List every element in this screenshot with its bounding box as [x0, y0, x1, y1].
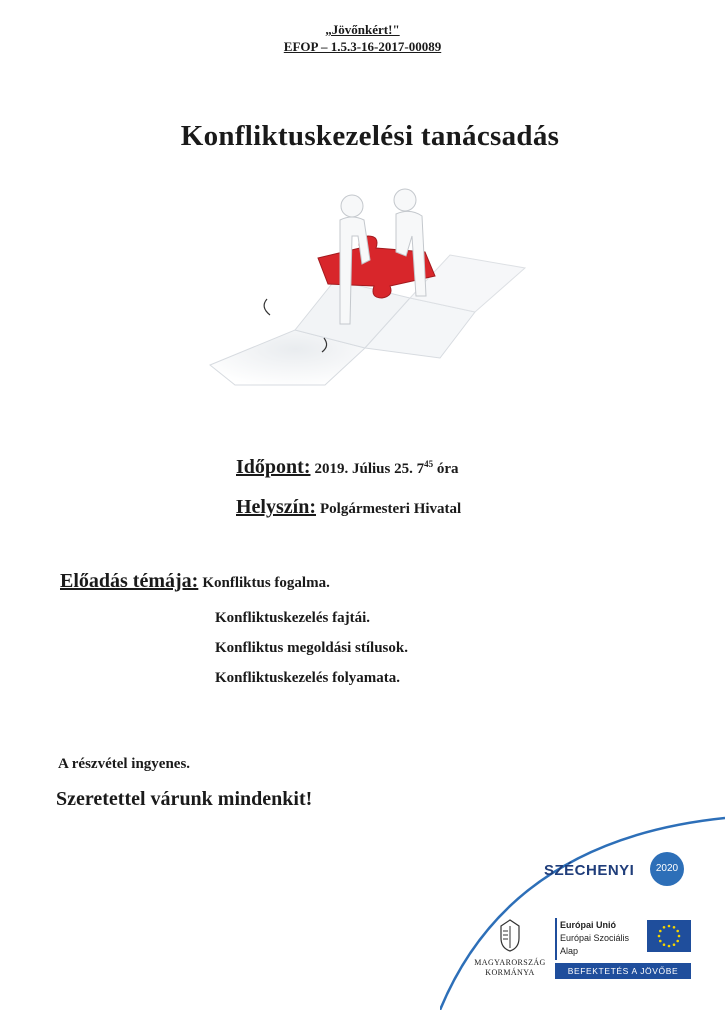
place-label: Helyszín: — [236, 496, 316, 518]
place-value: Polgármesteri Hivatal — [320, 501, 462, 517]
free-note: A részvétel ingyenes. — [58, 756, 191, 772]
topics-row — [60, 570, 330, 593]
gov-line-1: MAGYARORSZÁG — [474, 958, 546, 967]
eu-divider — [555, 918, 557, 960]
gov-line-2: KORMÁNYA — [485, 968, 535, 977]
szechenyi-2020-badge: 2020 — [650, 852, 684, 886]
eu-flag-icon — [647, 920, 691, 952]
time-value-minutes: 45 — [424, 459, 434, 469]
time-value — [314, 461, 458, 477]
time-value-main: 2019. Július 25. 7 — [314, 461, 425, 477]
eu-slogan-banner: BEFEKTETÉS A JÖVŐBE — [555, 963, 691, 979]
puzzle-illustration — [200, 180, 535, 390]
project-code: EFOP – 1.5.3-16-2017-00089 — [283, 39, 442, 54]
topic-item: Konfliktus megoldási stílusok. — [215, 640, 408, 656]
szechenyi-logo-text: SZÉCHENYI — [544, 862, 635, 879]
coat-of-arms-icon — [497, 918, 523, 952]
welcome-text: Szeretettel várunk mindenkit! — [56, 788, 313, 810]
eu-line-2: Európai Szociális — [560, 933, 630, 943]
time-value-suffix: óra — [433, 461, 459, 477]
eu-line-1: Európai Unió — [560, 920, 616, 930]
page-title: Konfliktuskezelési tanácsadás — [180, 120, 560, 152]
project-name: „Jövőnkért!" — [325, 22, 400, 37]
eu-line-3: Alap — [560, 946, 579, 956]
topic-item: Konfliktus fogalma. — [202, 575, 330, 591]
place-row — [236, 496, 461, 519]
topics-label: Előadás témája: — [60, 570, 199, 592]
time-row — [236, 456, 459, 479]
topic-item: Konfliktuskezelés folyamata. — [215, 670, 400, 686]
time-label: Időpont: — [236, 456, 311, 478]
topic-item: Konfliktuskezelés fajtái. — [215, 610, 370, 626]
